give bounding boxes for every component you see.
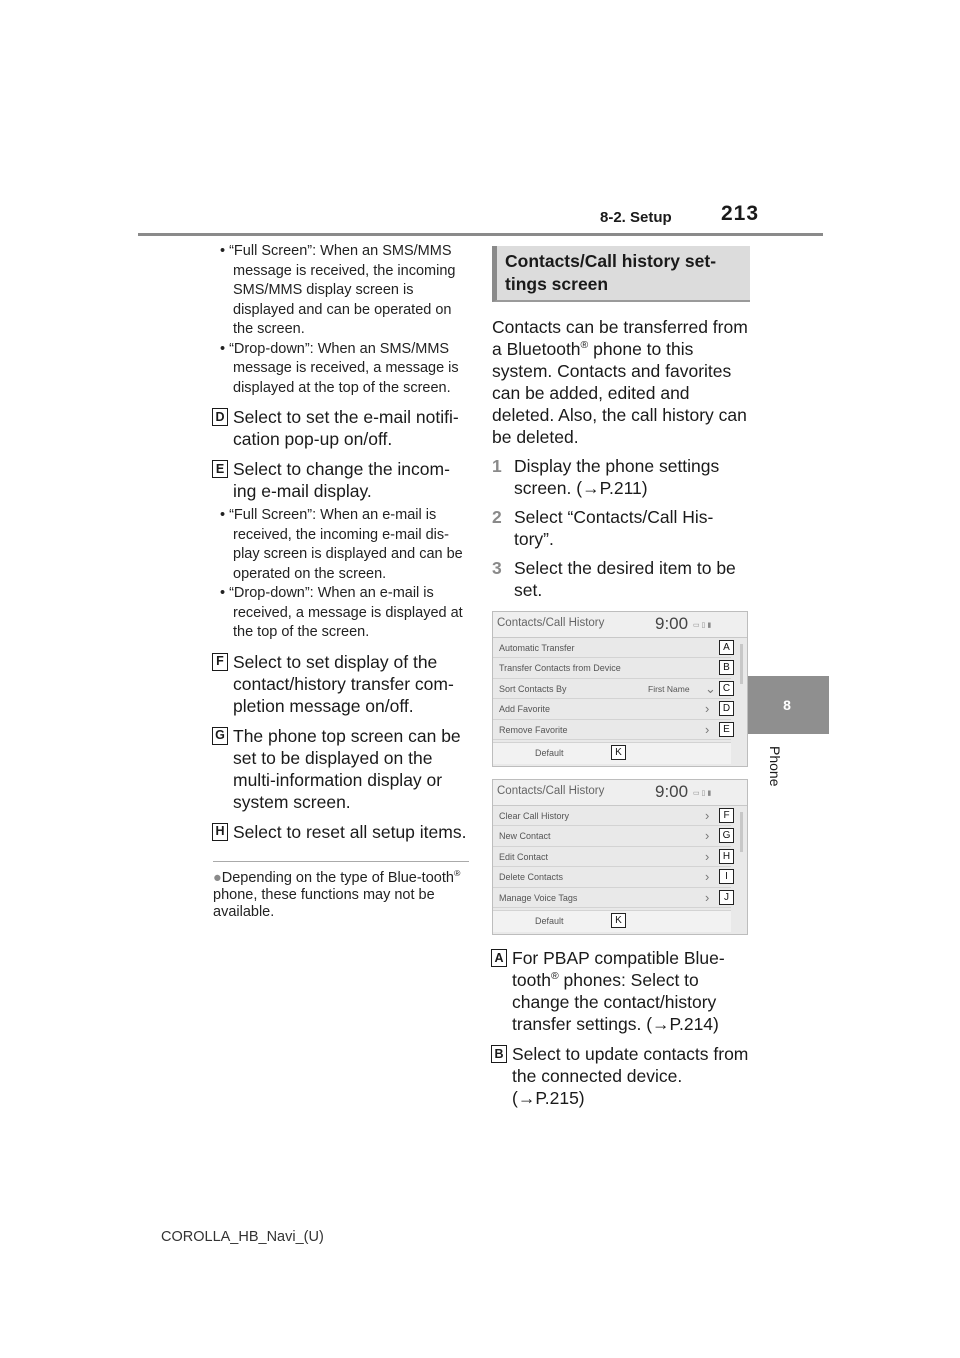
row-label: Edit Contact: [499, 851, 549, 862]
step-3: [492, 557, 750, 601]
item-e-text: Select to change the incom-ing e-mail display.: [233, 459, 450, 501]
row-label: New Contact: [499, 831, 551, 842]
screen-title-bar: [493, 612, 747, 638]
scrollbar: [740, 644, 743, 684]
screen-row[interactable]: [493, 847, 731, 867]
callout-label: E: [719, 722, 734, 737]
label-a: A: [491, 949, 507, 967]
chevron-icon: ›: [705, 721, 710, 737]
chevron-icon: ›: [705, 889, 710, 905]
screen-rows: [493, 638, 731, 740]
default-button[interactable]: [493, 742, 731, 764]
bullet-full-screen-email: • “Full Screen”: When an e-mail is received, the incoming e-mail dis-play screen is displayed and can be operated on the screen.: [220, 507, 463, 582]
item-g: [213, 725, 471, 813]
screen-row[interactable]: [493, 699, 731, 719]
compatibility-note: [213, 867, 471, 921]
note-text-post: phone, these functions may not be available.: [213, 886, 435, 920]
intro-paragraph: [492, 316, 750, 448]
section-title: 8-2. Setup: [600, 209, 672, 226]
item-d: [213, 406, 471, 450]
screen-title: Contacts/Call History: [497, 785, 605, 797]
item-d-text: Select to set the e-mail notifi-cation pop-up on/off.: [233, 407, 459, 449]
header-rule: [138, 233, 823, 236]
step-2: [492, 506, 750, 550]
row-label: Manage Voice Tags: [499, 892, 578, 903]
callout-label: A: [719, 640, 734, 655]
item-a: [492, 947, 750, 1035]
intro-post: phone to this system. Contacts and favorites can be added, edited and deleted. Also, the call history can be deleted.: [492, 339, 747, 447]
step-text: Select “Contacts/Call His-tory”.: [514, 507, 714, 549]
callout-label: K: [611, 745, 626, 760]
intro-pre: Contacts can be transferred from a Bluetooth: [492, 317, 748, 359]
step-number: 1: [492, 456, 502, 476]
settings-screenshot: [492, 779, 748, 935]
row-label: Clear Call History: [499, 811, 570, 821]
chapter-label: Phone: [767, 746, 783, 787]
step-text: Display the phone settings screen. (→P.211): [514, 456, 720, 498]
left-column: [213, 242, 471, 921]
screen-row[interactable]: [493, 638, 731, 658]
chapter-tab: [745, 676, 829, 734]
step-1: [492, 455, 750, 499]
item-a-post: phones: Select to change the contact/history transfer settings. (→P.214): [512, 970, 719, 1034]
callout-label: C: [719, 681, 734, 696]
item-f-text: Select to set display of the contact/history transfer com-pletion message on/off.: [233, 651, 454, 716]
row-label: Remove Favorite: [499, 724, 568, 735]
callout-label: D: [719, 701, 734, 716]
screen-row[interactable]: [493, 679, 731, 699]
default-label: Default: [535, 916, 564, 926]
chevron-icon: ›: [705, 701, 710, 717]
item-g-text: The phone top screen can be set to be displayed on the multi-information display or system screen.: [233, 725, 461, 812]
note-bullet-icon: ●: [213, 869, 222, 886]
row-value: First Name: [648, 683, 690, 694]
callout-label: F: [719, 808, 734, 823]
row-label: Sort Contacts By: [499, 683, 567, 694]
registered-mark: ®: [550, 970, 559, 983]
screen-rows: [493, 806, 731, 908]
chapter-number: 8: [783, 697, 791, 713]
item-f: [213, 651, 471, 717]
section-heading: Contacts/Call history set-tings screen: [492, 246, 750, 302]
screen-row[interactable]: [493, 826, 731, 846]
sms-display-options: [213, 242, 471, 398]
default-label: Default: [535, 748, 564, 758]
step-number: 3: [492, 558, 502, 578]
callout-label: J: [719, 890, 734, 905]
chevron-icon: ⌄: [705, 680, 716, 696]
screenshots: [492, 611, 750, 935]
bullet-drop-down-sms: • “Drop-down”: When an SMS/MMS message is received, a message is displayed at the top of the screen.: [220, 340, 459, 396]
callout-label: G: [719, 828, 734, 843]
note-rule: [213, 861, 469, 862]
item-b-text: Select to update contacts from the connected device. (→P.215): [512, 1044, 749, 1108]
document-id: COROLLA_HB_Navi_(U): [161, 1229, 324, 1245]
screen-clock: 9:00: [655, 614, 689, 633]
row-label: Delete Contacts: [499, 872, 564, 883]
scrollbar: [740, 812, 743, 852]
screen-title-bar: [493, 780, 747, 806]
item-a-pre: For PBAP compatible Blue-tooth: [512, 948, 725, 990]
label-e: E: [212, 460, 228, 478]
page-number: 213: [721, 202, 760, 225]
callout-label: H: [719, 849, 734, 864]
bullet-full-screen-sms: • “Full Screen”: When an SMS/MMS message is received, the incoming SMS/MMS display screen is displayed and can be operated on the screen.: [220, 243, 456, 337]
label-h: H: [212, 823, 228, 841]
row-label: Automatic Transfer: [499, 643, 575, 653]
item-h-text: Select to reset all setup items.: [233, 821, 467, 842]
chevron-icon: ›: [705, 828, 710, 844]
callout-label: K: [611, 913, 626, 928]
label-b: B: [491, 1045, 507, 1063]
screen-row[interactable]: [493, 888, 731, 908]
registered-mark: ®: [580, 339, 589, 352]
note-text-pre: Depending on the type of Blue-tooth: [221, 869, 454, 886]
step-text: Select the desired item to be set.: [514, 558, 736, 600]
item-b: [492, 1043, 750, 1109]
callout-label: I: [719, 869, 734, 884]
row-label: Transfer Contacts from Device: [499, 663, 621, 674]
status-icons: ▭ ▯ ▮: [693, 622, 712, 629]
item-e: [213, 458, 471, 502]
step-number: 2: [492, 507, 502, 527]
item-h: [213, 821, 471, 843]
label-g: G: [212, 727, 228, 745]
callout-label: B: [719, 660, 734, 675]
default-button[interactable]: [493, 910, 731, 932]
screen-row[interactable]: [493, 720, 731, 740]
status-icons: ▭ ▯ ▮: [693, 790, 712, 797]
settings-screenshot: [492, 611, 748, 767]
label-d: D: [212, 408, 228, 426]
chevron-icon: ›: [705, 848, 710, 864]
label-f: F: [212, 653, 228, 671]
registered-mark: ®: [453, 867, 461, 878]
chevron-icon: ›: [705, 869, 710, 885]
right-column: [492, 246, 750, 1109]
screen-row[interactable]: [493, 867, 731, 887]
chevron-icon: ›: [705, 808, 710, 823]
email-display-options: [213, 506, 471, 643]
bullet-drop-down-email: • “Drop-down”: When an e-mail is received, a message is displayed at the top of the screen.: [220, 585, 463, 640]
screen-title: Contacts/Call History: [497, 617, 605, 629]
row-label: Add Favorite: [499, 704, 551, 715]
screen-row[interactable]: [493, 658, 731, 678]
screen-row[interactable]: [493, 806, 731, 826]
screen-clock: 9:00: [655, 782, 689, 801]
